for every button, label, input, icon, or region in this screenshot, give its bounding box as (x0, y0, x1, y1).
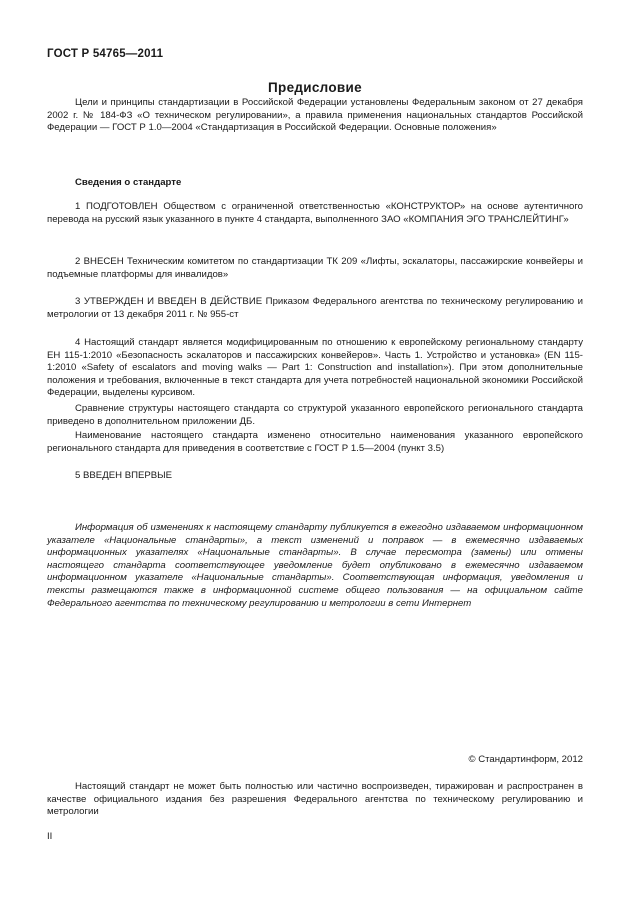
item-4-paragraph: 4 Настоящий стандарт является модифицированным по отношению к европейскому региональному стандарту ЕН 115-1:2010 «Безопасность эскалаторов и пассажирских конвейеров». Часть 1. Устройство и установка» (EN 115-1:2010 «Safety of escalators and moving walks — Part 1: Construction and installation»). При этом дополнительные положения и требования, включенные в текст стандарта для учета потребностей национальной экономики Российской Федерации, выделены курсивом. (47, 337, 583, 399)
item-4-comparison-paragraph: Сравнение структуры настоящего стандарта со структурой указанного европейского регионального стандарта приведено в дополнительном приложении ДБ. (47, 403, 583, 427)
page-number: II (47, 831, 53, 842)
page-title: Предисловие (268, 80, 362, 95)
item-3-paragraph: 3 УТВЕРЖДЕН И ВВЕДЕН В ДЕЙСТВИЕ Приказом Федерального агентства по техническому регулированию и метрологии от 13 декабря 2011 г. № 955-ст (47, 296, 583, 320)
item-1-paragraph: 1 ПОДГОТОВЛЕН Обществом с ограниченной ответственностью «КОНСТРУКТОР» на основе аутентичного перевода на русский язык указанного в пункте 4 стандарта, выполненного ЗАО «КОМПАНИЯ ЭГО ТРАНСЛЕЙТИНГ» (47, 201, 583, 225)
item-5-paragraph: 5 ВВЕДЕН ВПЕРВЫЕ (75, 470, 173, 481)
intro-paragraph: Цели и принципы стандартизации в Российской Федерации установлены Федеральным законом от 27 декабря 2002 г. № 184-ФЗ «О техническом регулировании», а правила применения национальных стандартов Российской Федерации — ГОСТ Р 1.0—2004 «Стандартизация в Российской Федерации. Основные положения» (47, 97, 583, 134)
notice-paragraph: Информация об изменениях к настоящему стандарту публикуется в ежегодно издаваемом информационном указателе «Национальные стандарты», а текст изменений и поправок — в ежемесячно издаваемых информационных указателях «Национальные стандарты». В случае пересмотра (замены) или отмены настоящего стандарта соответствующее уведомление будет опубликовано в ежемесячно издаваемом информационном указателе «Национальные стандарты». Соответствующая информация, уведомления и тексты размещаются также в информационной системе общего пользования — на официальном сайте Федерального агентства по техническому регулированию и метрологии в сети Интернет (47, 522, 583, 609)
standard-code-header: ГОСТ Р 54765—2011 (47, 48, 164, 60)
section-heading: Сведения о стандарте (75, 177, 182, 188)
item-2-paragraph: 2 ВНЕСЕН Техническим комитетом по стандартизации ТК 209 «Лифты, эскалаторы, пассажирские конвейеры и подъемные платформы для инвалидов» (47, 256, 583, 280)
copyright-line: © Стандартинформ, 2012 (468, 754, 583, 765)
item-4-title-change-paragraph: Наименование настоящего стандарта изменено относительно наименования указанного европейского регионального стандарта для приведения в соответствие с ГОСТ Р 1.5—2004 (пункт 3.5) (47, 430, 583, 454)
reproduction-notice: Настоящий стандарт не может быть полностью или частично воспроизведен, тиражирован и распространен в качестве официального издания без разрешения Федерального агентства по техническому регулированию и метрологии (47, 781, 583, 818)
